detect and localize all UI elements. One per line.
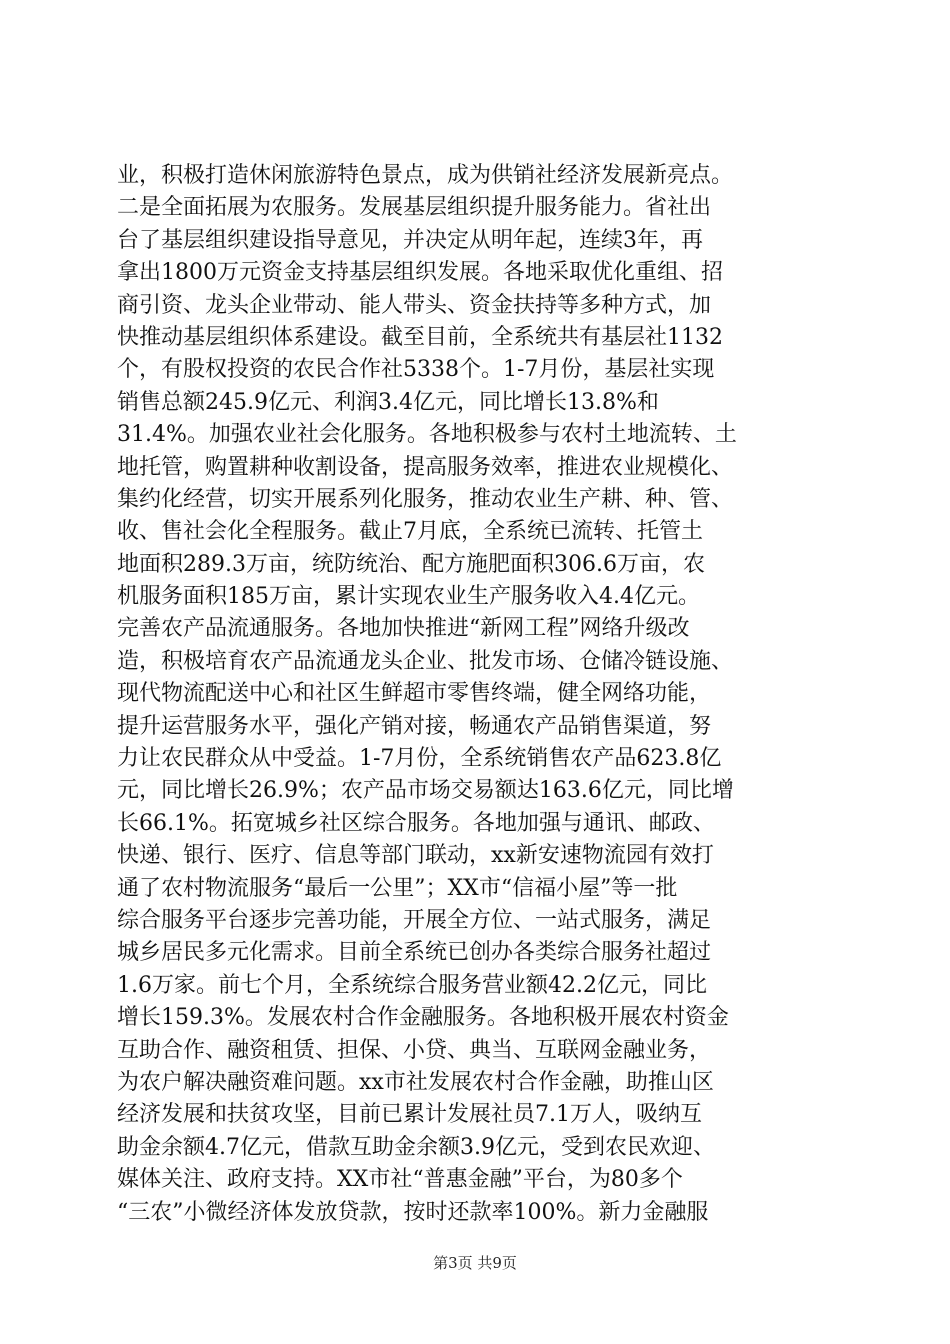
text-line: 1.6万家。前七个月，全系统综合服务营业额42.2亿元，同比 [117, 972, 707, 998]
text-line: 拿出1800万元资金支持基层组织发展。各地采取优化重组、招 [117, 260, 723, 286]
text-line: 机服务面积185万亩，累计实现农业生产服务收入4.4亿元。 [117, 584, 700, 610]
text-line: 快推动基层组织体系建设。截至目前，全系统共有基层社1132 [117, 324, 723, 350]
text-line: 业，积极打造休闲旅游特色景点，成为供销社经济发展新亮点。 [117, 163, 734, 188]
text-line: 提升运营服务水平，强化产销对接，畅通农产品销售渠道，努 [117, 713, 712, 739]
text-line: 销售总额245.9亿元、利润3.4亿元，同比增长13.8%和 [117, 389, 659, 415]
text-line: 收、售社会化全程服务。截止7月底，全系统已流转、托管土 [117, 519, 703, 545]
text-line: 造，积极培育农产品流通龙头企业、批发市场、仓储冷链设施、 [117, 648, 734, 674]
text-line: 城乡居民多元化需求。目前全系统已创办各类综合服务社超过 [117, 940, 712, 966]
text-line: 完善农产品流通服务。各地加快推进“新网工程”网络升级改 [117, 616, 690, 642]
text-line: 综合服务平台逐步完善功能，开展全方位、一站式服务，满足 [117, 907, 712, 933]
text-line: 台了基层组织建设指导意见，并决定从明年起，连续3年，再 [117, 227, 703, 253]
text-line: 为农户解决融资难问题。xx市社发展农村合作金融，助推山区 [117, 1069, 714, 1095]
page-footer: 第3页 共9页 [433, 1254, 517, 1272]
text-line: 增长159.3%。发展农村合作金融服务。各地积极开展农村资金 [117, 1005, 729, 1031]
text-line: 地面积289.3万亩，统防统治、配方施肥面积306.6万亩，农 [117, 551, 705, 577]
text-line: “三农”小微经济体发放贷款，按时还款率100%。新力金融服 [117, 1199, 709, 1225]
text-line: 个，有股权投资的农民合作社5338个。1-7月份，基层社实现 [117, 357, 715, 383]
text-line: 媒体关注、政府支持。XX市社“普惠金融”平台，为80多个 [117, 1167, 683, 1193]
body-text [117, 160, 837, 1229]
text-line: 互助合作、融资租赁、担保、小贷、典当、互联网金融业务， [117, 1037, 712, 1063]
text-line: 经济发展和扶贫攻坚，目前已累计发展社员7.1万人，吸纳互 [117, 1102, 702, 1128]
text-line: 现代物流配送中心和社区生鲜超市零售终端，健全网络功能， [117, 681, 712, 707]
text-line: 长66.1%。拓宽城乡社区综合服务。各地加强与通讯、邮政、 [117, 810, 715, 836]
text-line: 快递、银行、医疗、信息等部门联动，xx新安速物流园有效打 [117, 843, 714, 869]
text-line: 助金余额4.7亿元，借款互助金余额3.9亿元，受到农民欢迎、 [117, 1134, 715, 1160]
text-line: 集约化经营，切实开展系列化服务，推动农业生产耕、种、管、 [117, 486, 734, 512]
text-line: 31.4%。加强农业社会化服务。各地积极参与农村土地流转、土 [117, 422, 737, 448]
text-line: 地托管，购置耕种收割设备，提高服务效率，推进农业规模化、 [117, 454, 734, 480]
text-line: 二是全面拓展为农服务。发展基层组织提升服务能力。省社出 [117, 195, 712, 221]
text-line: 力让农民群众从中受益。1-7月份，全系统销售农产品623.8亿 [117, 746, 722, 772]
text-line: 商引资、龙头企业带动、能人带头、资金扶持等多种方式，加 [117, 292, 712, 318]
text-line: 通了农村物流服务“最后一公里”；XX市“信福小屋”等一批 [117, 875, 678, 901]
text-line: 元，同比增长26.9%；农产品市场交易额达163.6亿元，同比增 [117, 778, 734, 804]
